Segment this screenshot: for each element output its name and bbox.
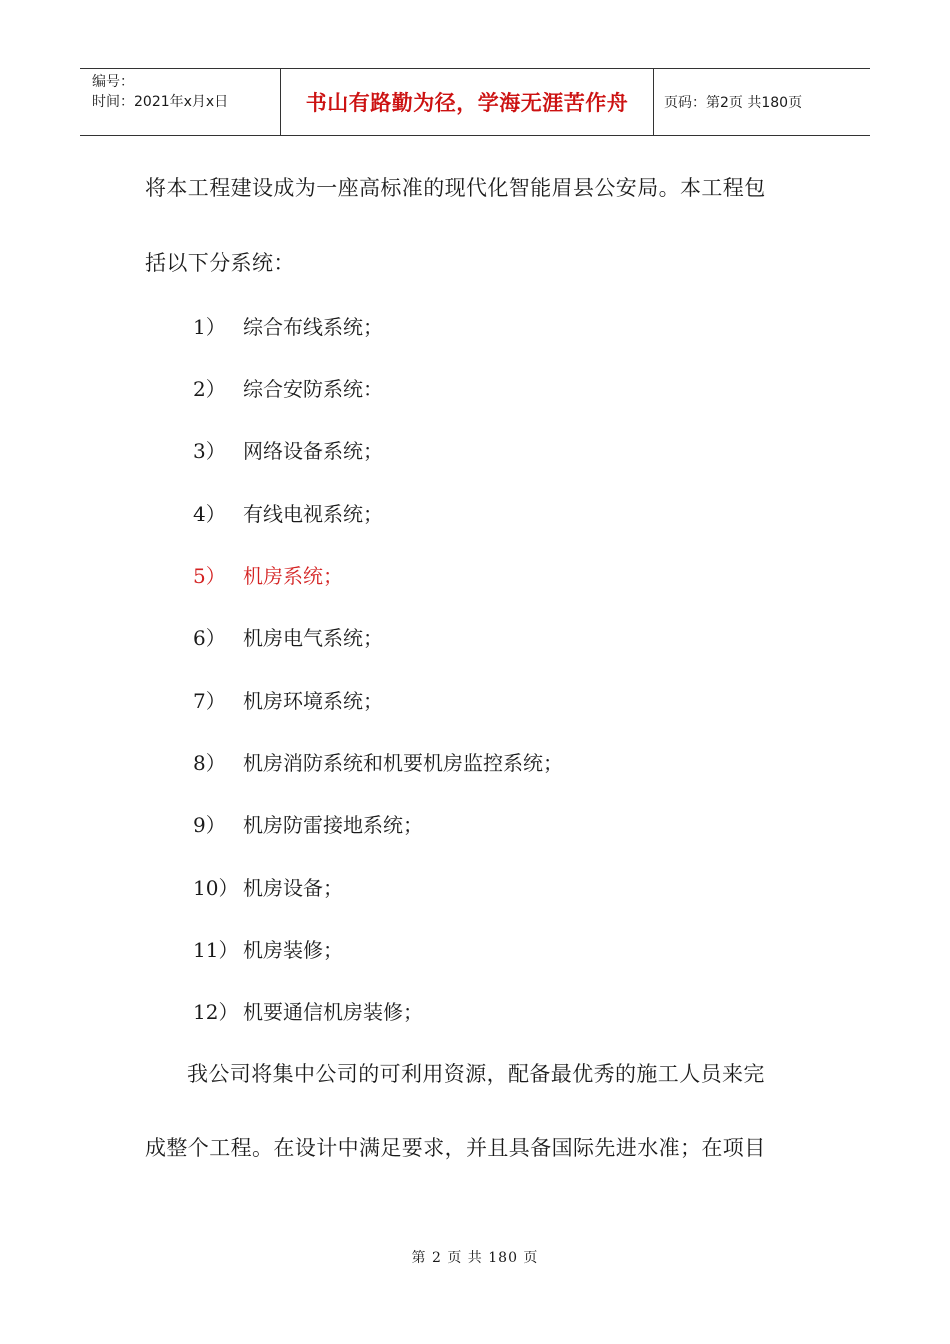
page-footer: 第 2 页 共 180 页 <box>411 1250 539 1266</box>
list-item-text: 机房电气系统； <box>243 626 383 650</box>
time-label: 时间：2021年x月x日 <box>92 94 229 110</box>
list-item-number: 1） <box>193 315 226 339</box>
outro-line-1: 我公司将集中公司的可利用资源，配备最优秀的施工人员来完 <box>187 1062 765 1086</box>
header-meta <box>80 69 281 135</box>
list-item-number: 12） <box>193 1000 239 1024</box>
list-item-number: 8） <box>193 751 226 775</box>
number-label: 编号： <box>92 74 134 90</box>
list-item-text: 机要通信机房装修； <box>243 1000 423 1024</box>
list-item-text: 机房系统； <box>243 564 343 588</box>
list-item-text: 机房防雷接地系统； <box>243 813 423 837</box>
list-item-text: 有线电视系统； <box>243 502 383 526</box>
list-item-text: 机房环境系统； <box>243 689 383 713</box>
page-header <box>80 68 870 136</box>
list-item-number: 2） <box>193 377 226 401</box>
list-item-text: 综合布线系统； <box>243 315 383 339</box>
list-item-number: 6） <box>193 626 226 650</box>
list-item-number: 7） <box>193 689 226 713</box>
outro-line-2: 成整个工程。在设计中满足要求，并且具备国际先进水准；在项目 <box>145 1136 766 1160</box>
list-item-text: 网络设备系统； <box>243 439 383 463</box>
list-item-text: 机房设备； <box>243 876 343 900</box>
list-item-number: 4） <box>193 502 226 526</box>
list-item-number: 3） <box>193 439 226 463</box>
list-item-text: 机房消防系统和机要机房监控系统； <box>243 751 563 775</box>
list-item-number: 11） <box>193 938 239 962</box>
header-page-info: 页码：第2页 共180页 <box>664 95 803 111</box>
intro-line-1: 将本工程建设成为一座高标准的现代化智能眉县公安局。本工程包 <box>145 176 766 200</box>
list-item-text: 机房装修； <box>243 938 343 962</box>
list-item-number: 9） <box>193 813 226 837</box>
list-item-text: 综合安防系统： <box>243 377 383 401</box>
header-motto: 书山有路勤为径，学海无涯苦作舟 <box>281 69 654 135</box>
intro-line-2: 括以下分系统： <box>145 251 295 275</box>
list-item-number: 10） <box>193 876 239 900</box>
list-item-number: 5） <box>193 564 226 588</box>
